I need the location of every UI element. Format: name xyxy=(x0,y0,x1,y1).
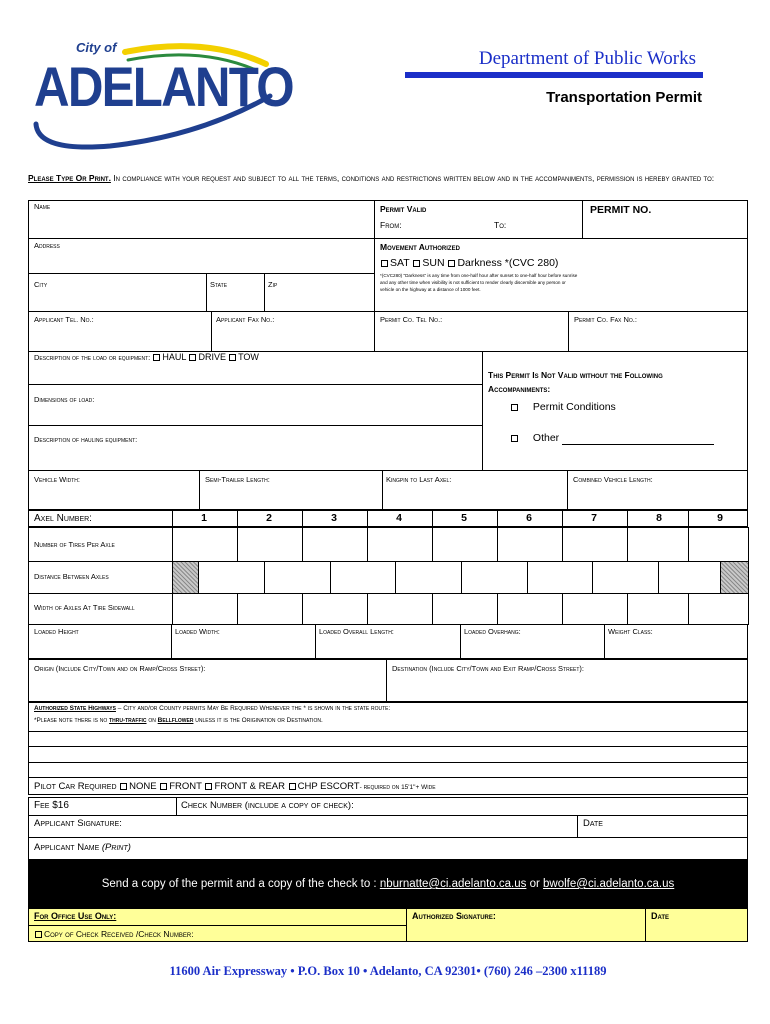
not-valid-line2: Accompaniments: xyxy=(488,384,551,394)
tires-cell-8[interactable] xyxy=(627,527,689,562)
not-valid-line1: This Permit Is Not Valid without the Following xyxy=(488,370,663,380)
logo-adelanto: ADELANTO xyxy=(34,55,293,118)
drive-label: DRIVE xyxy=(198,352,226,362)
permit-conditions-row xyxy=(510,401,616,413)
fee-label: Fee $16 xyxy=(34,800,69,811)
width-row-label: Width of Axles At Tire Sidewall xyxy=(34,603,135,612)
semi-trailer-label: Semi-Trailer Length: xyxy=(205,475,270,484)
copy-check-row xyxy=(34,929,194,939)
city-logo xyxy=(30,36,293,156)
note-bellflower: Bellflower xyxy=(157,717,194,724)
department-rule xyxy=(405,72,703,78)
state-label: State xyxy=(210,280,228,289)
permit-valid-label: Permit Valid xyxy=(380,204,427,214)
applicant-tel-label: Applicant Tel. No.: xyxy=(34,315,94,324)
vehicle-width-label: Vehicle Width: xyxy=(34,475,80,484)
name-input[interactable] xyxy=(30,214,370,236)
tires-cell-9[interactable] xyxy=(688,527,749,562)
destination-label: Destination (Include City/Town and Exit Ramp/Cross Street): xyxy=(392,664,585,673)
check-number-label: Check Number (include a copy of check): xyxy=(181,800,354,811)
pilot-front-checkbox[interactable] xyxy=(160,783,167,790)
tires-cell-6[interactable] xyxy=(497,527,563,562)
other-input-line[interactable] xyxy=(562,444,714,445)
applicant-name-label: Applicant Name xyxy=(34,842,100,853)
distance-row-label: Distance Between Axles xyxy=(34,572,109,581)
distance-cell-1 xyxy=(172,561,199,594)
permit-conditions-label: Permit Conditions xyxy=(532,401,616,413)
pilot-car-label: Pilot Car Required xyxy=(34,781,117,792)
distance-cell-6[interactable] xyxy=(461,561,528,594)
width-cell-4[interactable] xyxy=(367,593,433,625)
highways-body: – City and/or County permits May Be Required Whenever the * is shown in the state route: xyxy=(115,705,391,712)
pilot-chp-checkbox[interactable] xyxy=(289,783,296,790)
permit-tel-label: Permit Co. Tel No.: xyxy=(380,315,443,324)
distance-row-label-cell xyxy=(28,561,173,594)
sun-label: SUN xyxy=(422,257,445,269)
desc-load-row xyxy=(34,352,259,362)
sun-checkbox[interactable] xyxy=(413,260,420,267)
loaded-width-label: Loaded Width: xyxy=(175,627,220,636)
distance-cell-8[interactable] xyxy=(592,561,659,594)
pilot-front-label: FRONT xyxy=(169,781,202,792)
form-title: Transportation Permit xyxy=(546,89,702,106)
intro-text xyxy=(28,170,750,186)
axle-number-4: 4 xyxy=(396,512,402,524)
loaded-overall-length-label: Loaded Overall Length: xyxy=(319,627,394,636)
loaded-overhang-label: Loaded Overhang: xyxy=(464,627,521,636)
tires-cell-7[interactable] xyxy=(562,527,628,562)
distance-cell-5[interactable] xyxy=(395,561,462,594)
axle-number-9: 9 xyxy=(717,512,723,524)
permit-fax-label: Permit Co. Fax No.: xyxy=(574,315,637,324)
highways-text xyxy=(34,705,390,712)
width-cell-7[interactable] xyxy=(562,593,628,625)
axle-number-6: 6 xyxy=(526,512,532,524)
pilot-car-row xyxy=(34,781,436,792)
other-checkbox[interactable] xyxy=(511,435,518,442)
tires-cell-1[interactable] xyxy=(172,527,238,562)
distance-cell-7[interactable] xyxy=(527,561,593,594)
movement-authorized-label: Movement Authorized xyxy=(380,242,460,252)
other-row xyxy=(510,432,559,444)
pilot-front-rear-checkbox[interactable] xyxy=(205,783,212,790)
width-row-label-cell xyxy=(28,593,173,625)
tow-checkbox[interactable] xyxy=(229,354,236,361)
drive-checkbox[interactable] xyxy=(189,354,196,361)
distance-cell-2[interactable] xyxy=(198,561,265,594)
print-label: (Print) xyxy=(101,842,131,853)
note-mid: on xyxy=(146,717,158,724)
kingpin-label: Kingpin to Last Axel: xyxy=(386,475,452,484)
width-cell-6[interactable] xyxy=(497,593,563,625)
tires-cell-5[interactable] xyxy=(432,527,498,562)
tires-cell-3[interactable] xyxy=(302,527,368,562)
sat-checkbox[interactable] xyxy=(381,260,388,267)
tires-row-label-cell xyxy=(28,527,173,562)
width-cell-8[interactable] xyxy=(627,593,689,625)
pilot-none-checkbox[interactable] xyxy=(120,783,127,790)
axle-number-5: 5 xyxy=(461,512,467,524)
axle-number-8: 8 xyxy=(656,512,662,524)
permit-main-block xyxy=(28,200,748,471)
darkness-label: Darkness *(CVC 280) xyxy=(457,257,559,269)
email-link-bwolfe[interactable]: bwolfe@ci.adelanto.ca.us xyxy=(543,878,675,890)
axel-number-label: Axel Number: xyxy=(34,513,92,524)
distance-cell-4[interactable] xyxy=(330,561,396,594)
signature-date-label: Date xyxy=(583,818,603,829)
fee-signature-block xyxy=(28,797,748,860)
pilot-chp-note: - required on 15'1"+ Wide xyxy=(359,784,436,791)
axle-number-2: 2 xyxy=(266,512,272,524)
desc-load-label: Description of the load or equipment: xyxy=(34,353,151,362)
loaded-height-label: Loaded Height xyxy=(34,627,79,636)
other-label: Other xyxy=(532,432,560,444)
tires-cell-4[interactable] xyxy=(367,527,433,562)
office-check-number-label: /Check Number: xyxy=(135,929,194,939)
applicant-fax-label: Applicant Fax No.: xyxy=(216,315,275,324)
tires-row-label: Number of Tires Per Axle xyxy=(34,540,115,549)
width-cell-3[interactable] xyxy=(302,593,368,625)
haul-checkbox[interactable] xyxy=(153,354,160,361)
department-title: Department of Public Works xyxy=(478,48,696,69)
office-date-label: Date xyxy=(651,911,670,921)
width-cell-5[interactable] xyxy=(432,593,498,625)
from-label: From: xyxy=(380,220,402,230)
highways-lead: Authorized State Highways xyxy=(34,705,116,712)
permit-no-input[interactable] xyxy=(586,218,744,236)
width-cell-1[interactable] xyxy=(172,593,238,625)
pilot-chp-label: CHP ESCORT xyxy=(297,781,360,792)
note-end: unless it is the Origination or Destination. xyxy=(193,717,323,724)
width-cell-9[interactable] xyxy=(688,593,749,625)
movement-options xyxy=(380,257,558,269)
zip-label: Zip xyxy=(268,280,278,289)
applicant-name-row xyxy=(34,842,131,853)
logo-city-of: City of xyxy=(76,40,117,55)
copy-check-label: Copy of Check Received xyxy=(44,929,134,939)
tow-label: TOW xyxy=(238,352,259,362)
weight-class-label: Weight Class: xyxy=(608,627,653,636)
axle-number-1: 1 xyxy=(201,512,207,524)
permit-conditions-checkbox[interactable] xyxy=(511,404,518,411)
dimensions-label: Dimensions of load: xyxy=(34,395,95,404)
cvc-note: *(CVC280) "Darkness" is any time from one-half hour after sunset to one-half hour before sunrise and any other time when visibility is not sufficient to render clearly discernible any person or vehicle on the highway at a distance of 1000 feet. xyxy=(380,273,578,292)
office-use-label: For Office Use Only: xyxy=(34,911,117,921)
axle-number-7: 7 xyxy=(591,512,597,524)
darkness-checkbox[interactable] xyxy=(448,260,455,267)
haul-label: HAUL xyxy=(162,352,187,362)
hauling-equipment-label: Description of hauling equipment: xyxy=(34,435,138,444)
intro-body: In compliance with your request and subject to all the terms, conditions and restrictions written below and in the accompaniments, permission is hereby granted to: xyxy=(110,173,715,183)
origin-label: Origin (Include City/Town and on Ramp/Cross Street): xyxy=(34,664,206,673)
footer-address: 11600 Air Expressway • P.O. Box 10 • Adelanto, CA 92301• (760) 246 –2300 x11189 xyxy=(169,964,607,978)
axle-number-3: 3 xyxy=(331,512,337,524)
send-copy-text: Send a copy of the permit and a copy of the check to : xyxy=(101,878,380,890)
distance-cell-3[interactable] xyxy=(264,561,331,594)
sat-label: SAT xyxy=(390,257,410,269)
distance-cell-9[interactable] xyxy=(658,561,721,594)
combined-length-label: Combined Vehicle Length: xyxy=(573,475,653,484)
address-input[interactable] xyxy=(30,252,370,272)
city-label: City xyxy=(34,280,48,289)
email-link-nburnatte[interactable]: nburnatte@ci.adelanto.ca.us xyxy=(379,878,527,890)
pilot-front-rear-label: FRONT & REAR xyxy=(214,781,285,792)
permit-no-label: PERMIT NO. xyxy=(590,204,652,216)
intro-lead: Please Type Or Print. xyxy=(28,173,111,183)
name-label: Name xyxy=(34,202,51,211)
width-cell-2[interactable] xyxy=(237,593,303,625)
applicant-signature-label: Applicant Signature: xyxy=(34,818,122,829)
highways-note xyxy=(34,717,323,724)
send-copy-bar xyxy=(28,860,748,908)
send-copy-or: or xyxy=(526,878,544,890)
distance-cell-10 xyxy=(720,561,749,594)
note-thru-traffic: thru-traffic xyxy=(109,717,147,724)
copy-check-checkbox[interactable] xyxy=(35,931,42,938)
authorized-signature-label: Authorized Signature: xyxy=(412,911,496,921)
address-label: Address xyxy=(34,241,60,250)
to-label: To: xyxy=(494,220,507,230)
note-lead: *Please note there is no xyxy=(34,717,110,724)
pilot-none-label: NONE xyxy=(129,781,157,792)
tires-cell-2[interactable] xyxy=(237,527,303,562)
